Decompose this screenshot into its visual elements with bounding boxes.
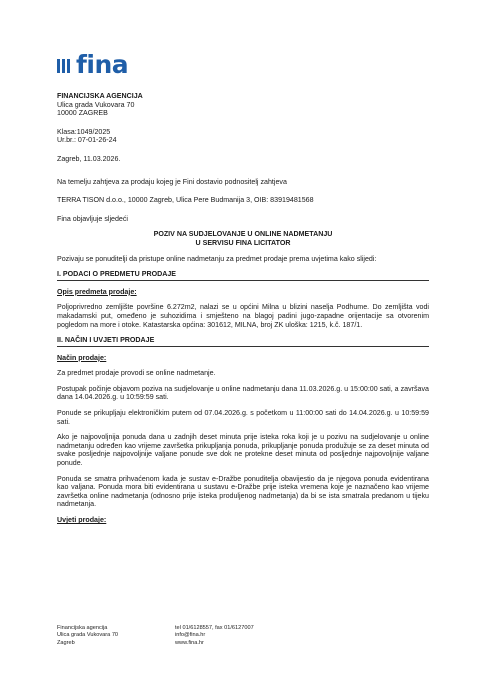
klasa: Klasa:1049/2025 — [57, 127, 111, 136]
footer-contact — [175, 625, 254, 647]
footer-email-link[interactable]: info@fina.hr — [175, 632, 206, 639]
footer-street: Ulica grada Vukovara 70 — [57, 632, 119, 639]
sender-city: 10000 ZAGREB — [57, 109, 108, 118]
footer-phone: tel 01/6128557, fax 01/6127007 — [175, 625, 254, 631]
method-p4: Ako je najpovoljnija ponuda dana u zadnjih deset minuta prije isteka roka koji je u pozivu na sudjelovanje u online nadmetanju određen kao vrijeme završetka prikupljanja ponuda, prikupljanje ponuda produžuje se za deset minuta od svake posljednje najpovoljnije valjane ponude sve dok ne protekne deset minuta od posljednje najpovoljnije valjane ponude. — [57, 433, 429, 468]
fina-logo-text: fina — [76, 50, 129, 79]
section-1-heading: I. PODACI O PREDMETU PRODAJE — [57, 270, 429, 281]
request-text: Na temelju zahtjeva za prodaju kojeg je Fini dostavio podnositelj zahtjeva — [57, 177, 287, 186]
section-1-body: Poljoprivredno zemljište površine 6.272m2, nalazi se u općini Milna u blizini naselja Podhume. Do zemljišta vodi makadamski put, omeđeno je suhozidima i smješteno na blagoj padini jugo-zapadne orijentacije sa otvorenim pogledom na more i otoke. Katastarska općina: 301612, MILNA, broj ZK uloška: 1215, k.č. 187/1. — [57, 303, 429, 329]
method-p2: Postupak počinje objavom poziva na sudjelovanje u online nadmetanju dana 11.03.2026.g. u 15:00:00 sati, a završava dana 14.04.2026.g. u 10:59:59 sati. — [57, 384, 429, 402]
terms-subheading: Uvjeti prodaje: — [57, 516, 107, 524]
fina-logo — [57, 52, 128, 77]
document-body — [57, 92, 429, 525]
footer-address — [57, 625, 118, 647]
method-p3: Ponude se prikupljaju elektroničkim putem od 07.04.2026.g. s početkom u 11:00:00 sati do 14.04.2026.g. u 10:59:59 sati. — [57, 409, 429, 426]
footer-website-link[interactable]: www.fina.hr — [175, 639, 204, 646]
announce: Fina objavljuje sljedeći — [57, 214, 128, 223]
sender-street: Ulica grada Vukovara 70 — [57, 100, 135, 109]
sender-name: FINANCIJSKA AGENCIJA — [57, 92, 143, 100]
invite-text: Pozivaju se ponuditelji da pristupe online nadmetanju za predmet prodaje prema uvjetima kako slijedi: — [57, 254, 377, 263]
doc-title-line1: POZIV NA SUDJELOVANJE U ONLINE NADMETANJU — [153, 230, 333, 239]
footer-org: Financijska agencija — [57, 625, 108, 631]
fina-logo-bars-icon — [57, 59, 70, 73]
method-subheading: Način prodaje: — [57, 353, 107, 362]
requester: TERRA TISON d.o.o., 10000 Zagreb, Ulica Pere Budmanija 3, OIB: 83919481568 — [57, 196, 314, 205]
section-1-subheading: Opis predmeta prodaje: — [57, 287, 137, 296]
document-date: Zagreb, 11.03.2026. — [57, 154, 121, 163]
ur-br: Ur.br.: 07-01-26-24 — [57, 136, 117, 145]
method-p1: Za predmet prodaje provodi se online nadmetanje. — [57, 369, 216, 378]
section-2-heading: II. NAČIN I UVJETI PRODAJE — [57, 336, 429, 347]
footer-city: Zagreb — [57, 639, 75, 646]
method-p5: Ponuda se smatra prihvaćenom kada je sustav e-Dražbe ponuditelja obavijestio da je njegova ponuda evidentirana kao valjana. Ponuda mora biti evidentirana u sustavu e-Dražbe prije isteka vremena koje je naznačeno kao vrijeme završetka online nadmetanja (odnosno prije isteka produljenog nadmetanja) da bi se ista smatrala predanom u tijeku nadmetanja. — [57, 474, 429, 509]
doc-title-line2: U SERVISU FINA LICITATOR — [195, 238, 291, 247]
